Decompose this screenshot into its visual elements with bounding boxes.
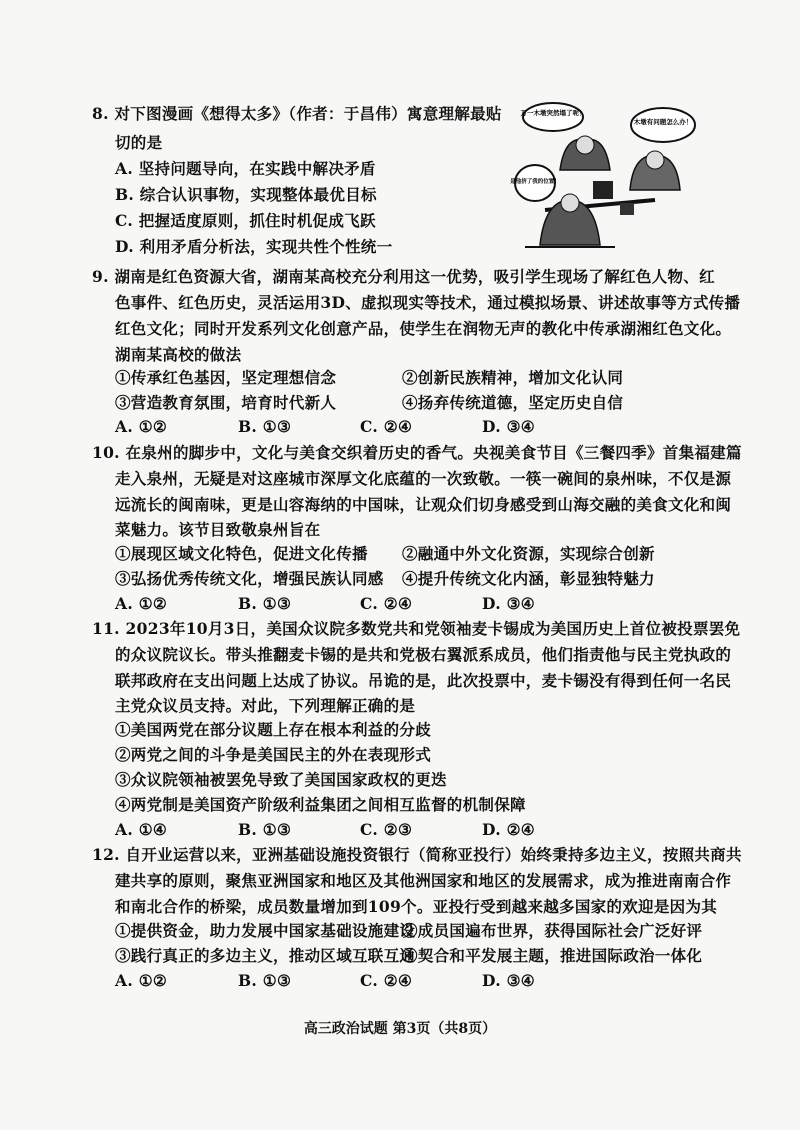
q12-item-4: ④契合和平发展主题，推进国际政治一体化 [402,946,703,965]
q11-item-3: ③众议院领袖被罢免导致了美国国家政权的更迭 [115,770,447,789]
q10-item-2: ②融通中外文化资源，实现综合创新 [402,544,655,563]
figure-right-head [646,151,664,169]
q9-choice-b: B. ①③ [238,417,292,436]
pivot-block [620,203,634,215]
figure-bottom-head [561,194,579,212]
q10-choice-b: B. ①③ [238,594,292,613]
q12-item-3: ③践行真正的多边主义，推动区域互联互通 [115,946,416,965]
q10-stem-line3: 远流长的闽南味，更是山容海纳的中国味，让观众们切身感受到山海交融的美食文化和闽 [115,495,732,514]
q12-choice-b: B. ①③ [238,971,292,990]
q12-stem-line1: 12. 自开业运营以来，亚洲基础设施投资银行（简称亚投行）始终秉持多边主义，按照共商共 [92,845,742,864]
q10-stem-line1: 10. 在泉州的脚步中，文化与美食交织着历史的香气。央视美食节目《三餐四季》首集福建篇 [92,443,742,462]
q9-choice-d: D. ③④ [482,417,535,436]
q12-stem-line2: 建共享的原则，聚焦亚洲国家和地区及其他洲国家和地区的发展需求，成为推进南南合作 [115,871,732,890]
q10-stem-line4: 菜魅力。该节目致敬泉州旨在 [115,520,321,539]
q8-option-b: B. 综合认识事物，实现整体最优目标 [115,185,377,204]
bubble-left-mid-text: 是他挤了我的位置！ [510,179,560,185]
q9-stem-line1: 9. 湖南是红色资源大省，湖南某高校充分利用这一优势，吸引学生现场了解红色人物、红 [92,267,715,286]
q8-stem-line1: 8. 对下图漫画《想得太多》（作者：于昌伟）寓意理解最贴 [92,104,502,123]
q11-choice-a: A. ①④ [115,820,168,839]
q9-item-3: ③营造教育氛围，培育时代新人 [115,393,337,412]
q9-item-1: ①传承红色基因，坚定理想信念 [115,368,337,387]
q9-choice-a: A. ①② [115,417,168,436]
q11-stem-line4: 主党众议员支持。对此，下列理解正确的是 [115,696,416,715]
q10-item-4: ④提升传统文化内涵，彰显独特魅力 [402,569,655,588]
bubble-left-top [523,103,583,131]
q11-choice-c: C. ②③ [360,820,413,839]
q11-item-1: ①美国两党在部分议题上存在根本利益的分歧 [115,720,432,739]
q9-stem-line4: 湖南某高校的做法 [115,345,242,364]
q11-item-2: ②两党之间的斗争是美国民主的外在表现形式 [115,745,432,764]
q11-item-4: ④两党制是美国资产阶级利益集团之间相互监督的机制保障 [115,795,526,814]
q10-item-3: ③弘扬优秀传统文化，增强民族认同感 [115,569,384,588]
q10-choice-d: D. ③④ [482,594,535,613]
q9-item-4: ④扬弃传统道德，坚定历史自信 [402,393,624,412]
q9-choice-c: C. ②④ [360,417,413,436]
bubble-right-top-text: 木墩有问题怎么办！ [633,118,693,126]
q8-option-d: D. 利用矛盾分析法，实现共性个性统一 [115,237,393,256]
cartoon-illustration [505,95,705,255]
bubble-left-top-text: 万一木墩突然塌了呢！ [520,109,586,117]
q12-choice-a: A. ①② [115,971,168,990]
q9-item-2: ②创新民族精神，增加文化认同 [402,368,624,387]
q10-stem-line2: 走入泉州，无疑是对这座城市深厚文化底蕴的一次致敬。一筷一碗间的泉州味，不仅是源 [115,469,732,488]
q9-stem-line2: 色事件、红色历史，灵活运用3D、虚拟现实等技术，通过模拟场景、讲述故事等方式传播 [115,293,741,312]
q8-option-a: A. 坚持问题导向，在实践中解决矛盾 [115,159,376,178]
page-footer: 高三政治试题 第3页（共8页） [303,1021,497,1037]
q12-choice-d: D. ③④ [482,971,535,990]
q11-stem-line1: 11. 2023年10月3日，美国众议院多数党共和党领袖麦卡锡成为美国历史上首位被投票罢免 [92,619,741,638]
wood-block [593,181,613,199]
q11-choice-b: B. ①③ [238,820,292,839]
q11-stem-line2: 的众议院议长。带头推翻麦卡锡的是共和党极右翼派系成员，他们指责他与民主党执政的 [115,645,732,664]
q12-item-1: ①提供资金，助力发展中国家基础设施建设 [115,921,416,940]
figure-top-left-head [576,136,594,154]
q9-stem-line3: 红色文化；同时开发系列文化创意产品，使学生在润物无声的教化中传承湖湘红色文化。 [115,319,732,338]
q11-choice-d: D. ②④ [482,820,535,839]
q8-stem-line2: 切的是 [115,133,163,152]
q10-item-1: ①展现区域文化特色，促进文化传播 [115,544,368,563]
q10-choice-c: C. ②④ [360,594,413,613]
q10-choice-a: A. ①② [115,594,168,613]
q12-item-2: ②成员国遍布世界，获得国际社会广泛好评 [402,921,703,940]
q11-stem-line3: 联邦政府在支出问题上达成了协议。吊诡的是，此次投票中，麦卡锡没有得到任何一名民 [115,671,732,690]
q8-option-c: C. 把握适度原则，抓住时机促成飞跃 [115,211,376,230]
q12-choice-c: C. ②④ [360,971,413,990]
q12-stem-line3: 和南北合作的桥梁，成员数量增加到109个。亚投行受到越来越多国家的欢迎是因为其 [115,897,718,916]
